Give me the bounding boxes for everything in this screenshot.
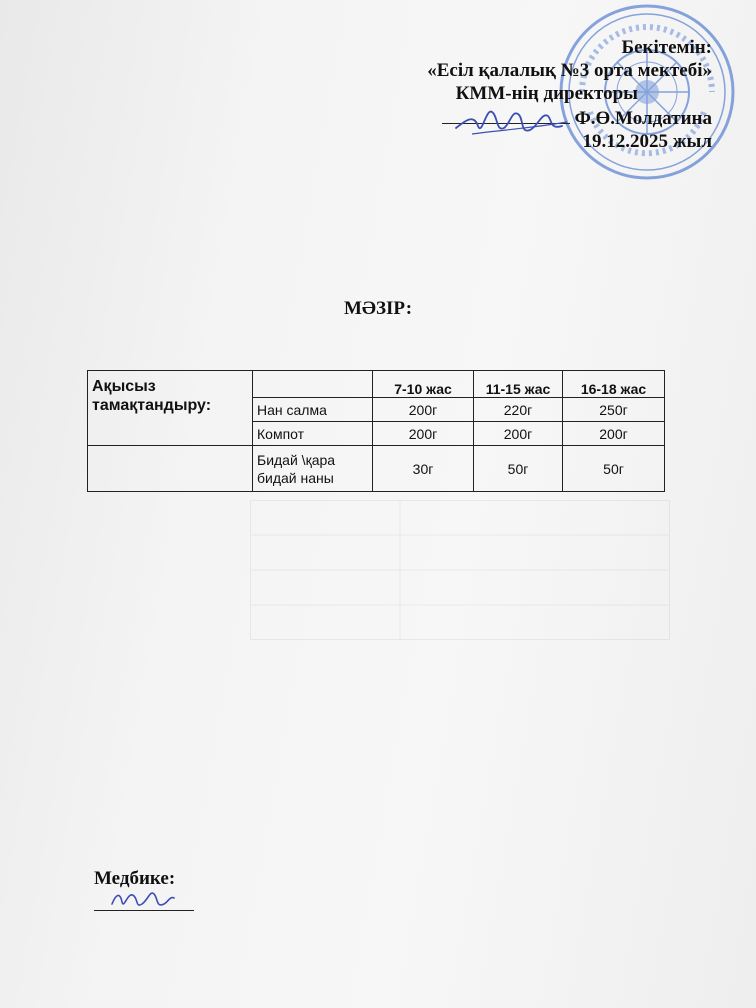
age-header-7-10: 7-10 жас: [373, 371, 474, 398]
portion-value: 220г: [474, 398, 563, 422]
portion-value: 200г: [373, 422, 474, 446]
approval-school: «Есіл қалалық №3 орта мектебі»: [427, 60, 712, 81]
portion-value: 200г: [373, 398, 474, 422]
approval-position: КММ-нің директоры: [455, 83, 638, 104]
nurse-label: Медбике:: [94, 868, 176, 889]
nurse-signature-line: [94, 910, 194, 911]
age-header-16-18: 16-18 жас: [563, 371, 665, 398]
portion-value: 250г: [563, 398, 665, 422]
approval-director-name: Ф.Ө.Молдатина: [574, 108, 712, 129]
table-row: [88, 446, 665, 492]
portion-value: 30г: [373, 446, 474, 492]
approval-heading: Бекітемін:: [621, 37, 712, 58]
portion-value: 200г: [474, 422, 563, 446]
director-signature: [452, 100, 572, 144]
portion-value: 200г: [563, 422, 665, 446]
approval-date: 19.12.2025 жыл: [582, 131, 712, 152]
show-through-shadow: [250, 500, 670, 640]
item-header-cell: [253, 371, 373, 398]
portion-value: 50г: [474, 446, 563, 492]
menu-title: МӘЗІР:: [343, 298, 413, 319]
item-name: Бидай \қара бидай наны: [253, 446, 373, 492]
empty-category-cell: [88, 446, 253, 492]
menu-table: [87, 370, 665, 492]
item-name: Нан салма: [253, 398, 373, 422]
table-header-row: [88, 371, 665, 398]
age-header-11-15: 11-15 жас: [474, 371, 563, 398]
portion-value: 50г: [563, 446, 665, 492]
item-name: Компот: [253, 422, 373, 446]
category-cell: Ақысыз тамақтандыру:: [88, 371, 253, 446]
